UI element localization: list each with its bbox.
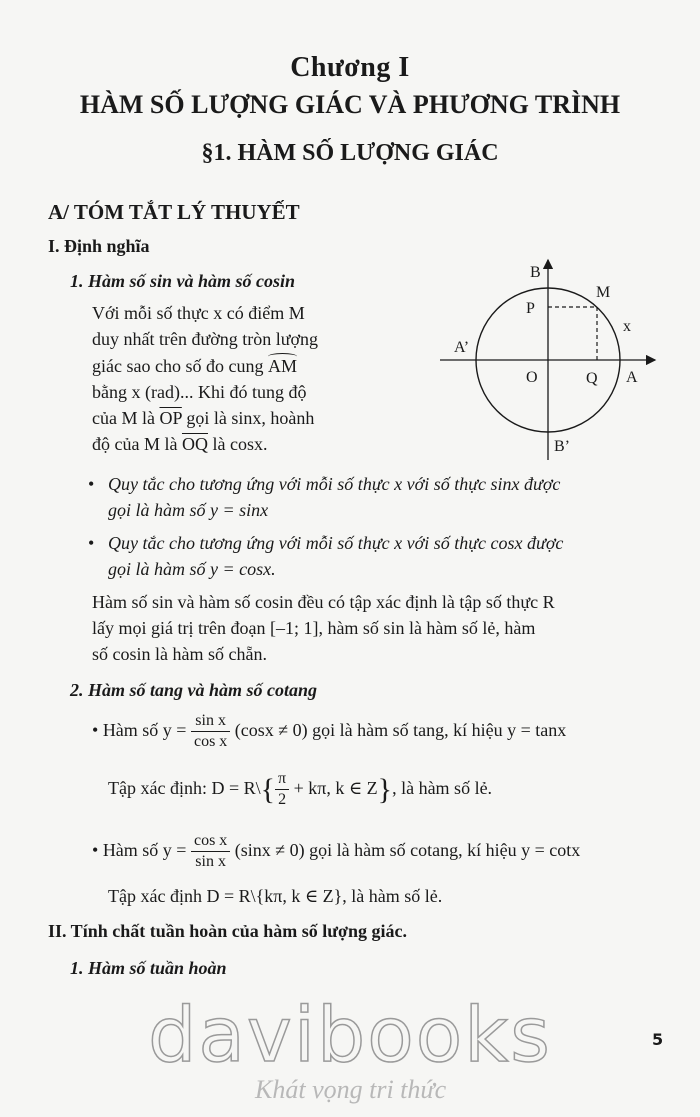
para2-line3: số cosin là hàm số chẵn. bbox=[92, 644, 267, 664]
bullet1-line2: gọi là hàm số y = sinx bbox=[108, 500, 269, 520]
label-x: x bbox=[623, 318, 631, 335]
label-p: P bbox=[526, 300, 535, 317]
heading-periodicity: II. Tính chất tuần hoàn của hàm số lượng giác. bbox=[48, 921, 408, 941]
label-a-prime: A’ bbox=[454, 339, 470, 356]
vector-op: $\overline{OP}$ bbox=[159, 408, 182, 428]
cot-definition: • Hàm số y = $\frac{\text{cos x}}{\text{sin x}}$ (sinx ≠ 0) gọi là hàm số cotang, kí hiệu y = cotx bbox=[92, 832, 581, 871]
heading-periodic-function: 1. Hàm số tuần hoàn bbox=[70, 958, 227, 978]
unit-circle-diagram bbox=[430, 255, 670, 465]
section-title: §1. HÀM SỐ LƯỢNG GIÁC bbox=[201, 140, 499, 166]
para1-line4: bằng x (rad)... Khi đó tung độ bbox=[92, 382, 307, 402]
bullet-dot-1: • bbox=[88, 474, 95, 494]
part-a-heading: A/ TÓM TẮT LÝ THUYẾT bbox=[48, 200, 300, 224]
bullet2-line1: Quy tắc cho tương ứng với mỗi số thực x với số thực cosx được bbox=[108, 533, 564, 553]
para2-line1: Hàm số sin và hàm số cosin đều có tập xác định là tập số thực R bbox=[92, 592, 555, 612]
label-b: B bbox=[530, 264, 541, 281]
label-a: A bbox=[626, 369, 638, 386]
page-number: 5 bbox=[652, 1030, 664, 1049]
heading-sin-cos: 1. Hàm số sin và hàm số cosin bbox=[70, 271, 296, 291]
bullet1-line1: Quy tắc cho tương ứng với mỗi số thực x với số thực sinx được bbox=[108, 474, 561, 494]
watermark-logo: davibooks bbox=[148, 990, 552, 1079]
tan-fraction: $\frac{\text{sin x}}{\text{cos x}}$ bbox=[191, 711, 230, 752]
heading-tan-cot: 2. Hàm số tang và hàm số cotang bbox=[70, 680, 318, 700]
label-o: O bbox=[526, 369, 538, 386]
label-b-prime: B’ bbox=[554, 438, 570, 455]
para1-line6: độ của M là $\overline{OQ}$ là cosx. bbox=[92, 434, 268, 454]
tan-definition: • Hàm số y = $\frac{\text{sin x}}{\text{cos x}}$ (cosx ≠ 0) gọi là hàm số tang, kí hiệu y = tanx bbox=[92, 712, 567, 751]
label-q: Q bbox=[586, 370, 598, 387]
arc-am: AM bbox=[267, 356, 297, 376]
para1-line5: của M là $\overline{OP}$ gọi là sinx, hoành bbox=[92, 408, 315, 428]
chapter-heading: Chương I bbox=[290, 52, 410, 83]
para2-line2: lấy mọi giá trị trên đoạn [–1; 1], hàm số sin là hàm số lẻ, hàm bbox=[92, 618, 536, 638]
label-m: M bbox=[596, 284, 611, 301]
para1-line3: giác sao cho số đo cung AM bbox=[92, 356, 297, 376]
watermark-tagline: Khát vọng tri thức bbox=[255, 1075, 447, 1104]
bullet2-line2: gọi là hàm số y = cosx. bbox=[108, 559, 276, 579]
heading-definition: I. Định nghĩa bbox=[48, 236, 150, 256]
para1-line1: Với mỗi số thực x có điểm M bbox=[92, 303, 305, 323]
pi-over-2-fraction: $\frac{\pi}{2}$ bbox=[275, 769, 289, 810]
chapter-title: HÀM SỐ LƯỢNG GIÁC VÀ PHƯƠNG TRÌNH bbox=[79, 90, 621, 119]
tan-domain: Tập xác định: D = R\{ $\frac{\pi}{2}$ + kπ, k ∈ Z}, là hàm số lẻ. bbox=[108, 770, 493, 809]
cot-domain: Tập xác định D = R\{kπ, k ∈ Z}, là hàm số lẻ. bbox=[108, 886, 443, 906]
cot-fraction: $\frac{\text{cos x}}{\text{sin x}}$ bbox=[191, 831, 230, 872]
vector-oq: $\overline{OQ}$ bbox=[181, 434, 208, 454]
para1-line2: duy nhất trên đường tròn lượng bbox=[92, 329, 319, 349]
bullet-dot-2: • bbox=[88, 533, 95, 553]
